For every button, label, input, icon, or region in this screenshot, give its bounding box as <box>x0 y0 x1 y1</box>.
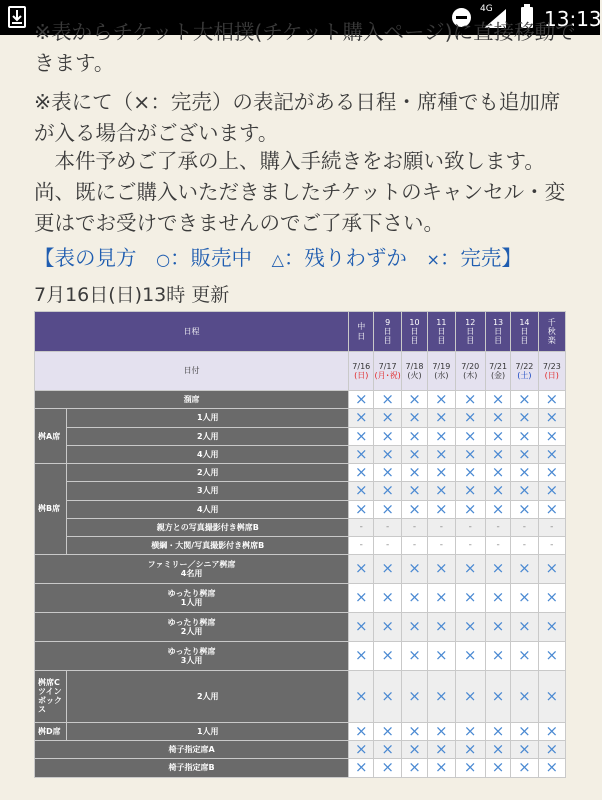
availability-cell[interactable]: × <box>374 500 401 518</box>
availability-cell[interactable]: × <box>374 741 401 759</box>
header-date-cell: 7/20 (木) <box>455 352 485 391</box>
availability-cell[interactable]: × <box>455 759 485 777</box>
seat-group-label: 桝B席 <box>35 464 67 555</box>
availability-cell[interactable]: × <box>401 722 427 740</box>
availability-cell[interactable]: × <box>538 759 565 777</box>
availability-cell[interactable]: × <box>374 482 401 500</box>
availability-cell[interactable]: × <box>349 445 374 463</box>
header-date-cell: 7/16 (日) <box>349 352 374 391</box>
availability-cell[interactable]: × <box>455 464 485 482</box>
seat-group-label: 桝席C ツイン ボック ス <box>35 670 67 722</box>
seat-type-label: 溜席 <box>35 391 349 409</box>
seat-type-label: 4人用 <box>67 445 349 463</box>
availability-cell[interactable]: × <box>374 391 401 409</box>
availability-cell[interactable]: × <box>428 612 455 641</box>
clock: 13:13 <box>544 7 602 31</box>
availability-cell[interactable]: × <box>428 409 455 427</box>
seat-type-label: 椅子指定席A <box>35 741 349 759</box>
availability-cell[interactable]: × <box>349 641 374 670</box>
header-date-cell: 7/21 (金) <box>485 352 510 391</box>
availability-cell[interactable]: × <box>374 445 401 463</box>
table-row <box>35 536 566 554</box>
seat-type-label: 4人用 <box>67 500 349 518</box>
table-row <box>35 641 566 670</box>
availability-cell[interactable]: - <box>538 518 565 536</box>
legend-cross-symbol: × <box>426 250 440 269</box>
download-icon <box>8 6 26 28</box>
availability-cell[interactable]: - <box>455 518 485 536</box>
table-row <box>35 391 566 409</box>
header-day-cell: 9 日 目 <box>374 312 401 352</box>
availability-cell[interactable]: × <box>538 641 565 670</box>
seat-type-label: ゆったり桝席 2人用 <box>35 612 349 641</box>
availability-cell[interactable]: - <box>374 536 401 554</box>
header-date-cell: 7/23 (日) <box>538 352 565 391</box>
availability-cell[interactable]: × <box>485 464 510 482</box>
weekday-label: (日) <box>544 371 559 380</box>
availability-cell[interactable]: × <box>538 482 565 500</box>
availability-cell[interactable]: × <box>485 391 510 409</box>
header-date-cell: 7/18 (火) <box>401 352 427 391</box>
weekday-label: (土) <box>517 371 532 380</box>
availability-cell[interactable]: × <box>455 554 485 583</box>
availability-cell[interactable]: × <box>485 482 510 500</box>
seat-type-label: ファミリー／シニア桝席 4名用 <box>35 554 349 583</box>
schedule-table <box>34 311 566 778</box>
availability-cell[interactable]: × <box>511 722 538 740</box>
availability-cell[interactable]: - <box>511 536 538 554</box>
availability-cell[interactable]: × <box>428 445 455 463</box>
availability-cell[interactable]: × <box>455 482 485 500</box>
availability-cell[interactable]: × <box>401 500 427 518</box>
availability-cell[interactable]: × <box>538 722 565 740</box>
availability-cell[interactable]: × <box>538 445 565 463</box>
availability-cell[interactable]: × <box>349 722 374 740</box>
header-date-cell: 7/22 (土) <box>511 352 538 391</box>
availability-cell[interactable]: × <box>455 427 485 445</box>
header-day-cell: 12 日 目 <box>455 312 485 352</box>
table-row <box>35 554 566 583</box>
availability-cell[interactable]: × <box>374 722 401 740</box>
availability-cell[interactable]: - <box>485 518 510 536</box>
availability-cell[interactable]: × <box>349 670 374 722</box>
availability-cell[interactable]: × <box>374 427 401 445</box>
seat-type-label: 1人用 <box>67 722 349 740</box>
seat-type-label: 2人用 <box>67 670 349 722</box>
table-row <box>35 409 566 427</box>
header-day-cell: 11 日 目 <box>428 312 455 352</box>
table-row <box>35 500 566 518</box>
availability-cell[interactable]: × <box>455 409 485 427</box>
table-row <box>35 741 566 759</box>
header-date-cell: 7/17 (月･祝) <box>374 352 401 391</box>
table-row <box>35 464 566 482</box>
availability-cell[interactable]: × <box>401 427 427 445</box>
availability-cell[interactable]: × <box>428 554 455 583</box>
availability-cell[interactable]: × <box>511 445 538 463</box>
availability-cell[interactable]: - <box>455 536 485 554</box>
availability-cell[interactable]: × <box>485 759 510 777</box>
weekday-label: (月･祝) <box>374 371 401 380</box>
header-day-cell: 10 日 目 <box>401 312 427 352</box>
legend-circle-label: ：販売中 <box>170 246 253 270</box>
availability-cell[interactable]: - <box>511 518 538 536</box>
availability-cell[interactable]: × <box>374 409 401 427</box>
availability-cell[interactable]: × <box>349 482 374 500</box>
availability-cell[interactable]: × <box>455 583 485 612</box>
availability-cell[interactable]: × <box>511 612 538 641</box>
availability-cell[interactable]: × <box>538 612 565 641</box>
availability-cell[interactable]: - <box>428 536 455 554</box>
availability-cell[interactable]: - <box>401 518 427 536</box>
availability-cell[interactable]: × <box>349 612 374 641</box>
availability-cell[interactable]: × <box>349 759 374 777</box>
availability-cell[interactable]: × <box>428 641 455 670</box>
availability-cell[interactable]: × <box>485 641 510 670</box>
availability-cell[interactable]: × <box>374 554 401 583</box>
seat-type-label: 3人用 <box>67 482 349 500</box>
table-row <box>35 759 566 777</box>
availability-cell[interactable]: × <box>349 500 374 518</box>
availability-cell[interactable]: × <box>428 759 455 777</box>
legend-open: 【表の見方 <box>34 246 137 270</box>
availability-cell[interactable]: × <box>374 670 401 722</box>
update-timestamp: 7月16日(日)13時 更新 <box>34 284 230 306</box>
availability-cell[interactable]: × <box>455 612 485 641</box>
availability-cell[interactable]: × <box>538 500 565 518</box>
table-row <box>35 722 566 740</box>
availability-cell[interactable]: × <box>349 391 374 409</box>
availability-cell[interactable]: - <box>401 536 427 554</box>
availability-cell[interactable]: × <box>401 445 427 463</box>
availability-cell[interactable]: × <box>511 583 538 612</box>
availability-cell[interactable]: × <box>511 741 538 759</box>
availability-cell[interactable]: × <box>485 741 510 759</box>
availability-cell[interactable]: × <box>374 464 401 482</box>
availability-cell[interactable]: × <box>428 482 455 500</box>
seat-type-label: 親方との写真撮影付き桝席B <box>67 518 349 536</box>
availability-cell[interactable]: × <box>485 427 510 445</box>
availability-cell[interactable]: × <box>349 583 374 612</box>
availability-cell[interactable]: × <box>428 391 455 409</box>
availability-cell[interactable]: × <box>485 612 510 641</box>
availability-cell[interactable]: × <box>374 612 401 641</box>
availability-cell[interactable]: × <box>401 391 427 409</box>
availability-cell[interactable]: × <box>511 482 538 500</box>
legend <box>34 241 522 271</box>
network-type: 4G <box>480 4 493 14</box>
availability-cell[interactable]: - <box>349 518 374 536</box>
legend-cross-label: ：完売】 <box>439 246 522 270</box>
availability-cell[interactable]: × <box>511 554 538 583</box>
header-day-cell: 中 日 <box>349 312 374 352</box>
availability-cell[interactable]: × <box>455 722 485 740</box>
availability-cell[interactable]: × <box>455 500 485 518</box>
availability-cell[interactable]: × <box>511 500 538 518</box>
page-content <box>0 20 600 800</box>
availability-cell[interactable]: × <box>485 583 510 612</box>
weekday-label: (金) <box>490 371 506 380</box>
seat-type-label: 1人用 <box>67 409 349 427</box>
availability-cell[interactable]: × <box>511 427 538 445</box>
availability-cell[interactable]: × <box>401 670 427 722</box>
weekday-label: (木) <box>463 371 478 380</box>
availability-cell[interactable]: - <box>374 518 401 536</box>
availability-cell[interactable]: × <box>485 554 510 583</box>
availability-cell[interactable]: × <box>428 427 455 445</box>
availability-cell[interactable]: × <box>401 554 427 583</box>
header-schedule-label: 日程 <box>35 312 349 352</box>
availability-cell[interactable]: × <box>401 641 427 670</box>
seat-type-label: 2人用 <box>67 427 349 445</box>
availability-cell[interactable]: × <box>428 722 455 740</box>
availability-cell[interactable]: × <box>455 641 485 670</box>
availability-cell[interactable]: - <box>538 536 565 554</box>
availability-cell[interactable]: × <box>538 554 565 583</box>
availability-cell[interactable]: × <box>455 391 485 409</box>
availability-cell[interactable]: × <box>511 391 538 409</box>
availability-cell[interactable]: × <box>485 722 510 740</box>
availability-cell[interactable]: × <box>538 583 565 612</box>
seat-group-label: 桝D席 <box>35 722 67 740</box>
availability-cell[interactable]: × <box>401 612 427 641</box>
availability-cell[interactable]: × <box>485 670 510 722</box>
table-row <box>35 427 566 445</box>
availability-cell[interactable]: × <box>401 409 427 427</box>
availability-cell[interactable]: × <box>349 464 374 482</box>
availability-cell[interactable]: × <box>401 741 427 759</box>
weekday-label: (日) <box>354 371 369 380</box>
legend-triangle-label: ：残りわずか <box>283 246 407 270</box>
availability-cell[interactable]: × <box>485 445 510 463</box>
header-day-cell: 千 秋 楽 <box>538 312 565 352</box>
availability-cell[interactable]: - <box>349 536 374 554</box>
availability-cell[interactable]: × <box>428 464 455 482</box>
availability-cell[interactable]: × <box>374 583 401 612</box>
availability-cell[interactable]: × <box>401 583 427 612</box>
availability-cell[interactable]: × <box>511 670 538 722</box>
table-row <box>35 670 566 722</box>
availability-cell[interactable]: - <box>428 518 455 536</box>
availability-cell[interactable]: × <box>401 464 427 482</box>
availability-cell[interactable]: × <box>511 464 538 482</box>
availability-cell[interactable]: × <box>349 554 374 583</box>
header-date-label: 日付 <box>35 352 349 391</box>
availability-cell[interactable]: × <box>511 759 538 777</box>
availability-cell[interactable]: × <box>428 670 455 722</box>
availability-cell[interactable]: × <box>538 409 565 427</box>
availability-cell[interactable]: × <box>401 759 427 777</box>
legend-circle-symbol: ○ <box>156 250 171 269</box>
table-row <box>35 612 566 641</box>
availability-cell[interactable]: × <box>538 670 565 722</box>
availability-cell[interactable]: × <box>538 464 565 482</box>
availability-cell[interactable]: - <box>485 536 510 554</box>
seat-type-label: ゆったり桝席 3人用 <box>35 641 349 670</box>
availability-cell[interactable]: × <box>455 741 485 759</box>
table-row <box>35 482 566 500</box>
availability-cell[interactable]: × <box>349 409 374 427</box>
table-row <box>35 518 566 536</box>
table-row <box>35 583 566 612</box>
availability-cell[interactable]: × <box>428 500 455 518</box>
weekday-label: (水) <box>434 371 449 380</box>
availability-cell[interactable]: × <box>511 641 538 670</box>
seat-type-label: ゆったり桝席 1人用 <box>35 583 349 612</box>
availability-cell[interactable]: × <box>538 741 565 759</box>
header-day-cell: 14 日 目 <box>511 312 538 352</box>
table-row <box>35 445 566 463</box>
availability-cell[interactable]: × <box>538 391 565 409</box>
availability-cell[interactable]: × <box>374 641 401 670</box>
availability-cell[interactable]: × <box>374 759 401 777</box>
availability-cell[interactable]: × <box>455 670 485 722</box>
availability-cell[interactable]: × <box>455 445 485 463</box>
seat-type-label: 横綱・大関/写真撮影付き桝席B <box>67 536 349 554</box>
notice-additional-seats: ※表にて（×：完売）の表記がある日程・席種でも追加席が入る場合がございます。 <box>34 90 561 145</box>
header-date-cell: 7/19 (水) <box>428 352 455 391</box>
availability-cell[interactable]: × <box>511 409 538 427</box>
seat-type-label: 椅子指定席B <box>35 759 349 777</box>
availability-cell[interactable]: × <box>428 583 455 612</box>
availability-cell[interactable]: × <box>401 482 427 500</box>
availability-cell[interactable]: × <box>485 409 510 427</box>
weekday-label: (火) <box>407 371 422 380</box>
header-day-cell: 13 日 目 <box>485 312 510 352</box>
availability-cell[interactable]: × <box>428 741 455 759</box>
availability-cell[interactable]: × <box>349 427 374 445</box>
notice-cancellation: 本件予めご了承の上、購入手続きをお願い致します。 尚、既にご購入いただきましたチケットのキャンセル・変更はでお受けできませんのでご了承下さい。 <box>34 149 566 235</box>
availability-cell[interactable]: × <box>538 427 565 445</box>
legend-triangle-symbol: △ <box>271 250 284 269</box>
seat-group-label: 桝A席 <box>35 409 67 464</box>
seat-type-label: 2人用 <box>67 464 349 482</box>
notice-direct-link: ※表からチケット大相撲(チケット購入ページ)に直接移動できます。 <box>34 20 576 75</box>
availability-cell[interactable]: × <box>349 741 374 759</box>
availability-cell[interactable]: × <box>485 500 510 518</box>
